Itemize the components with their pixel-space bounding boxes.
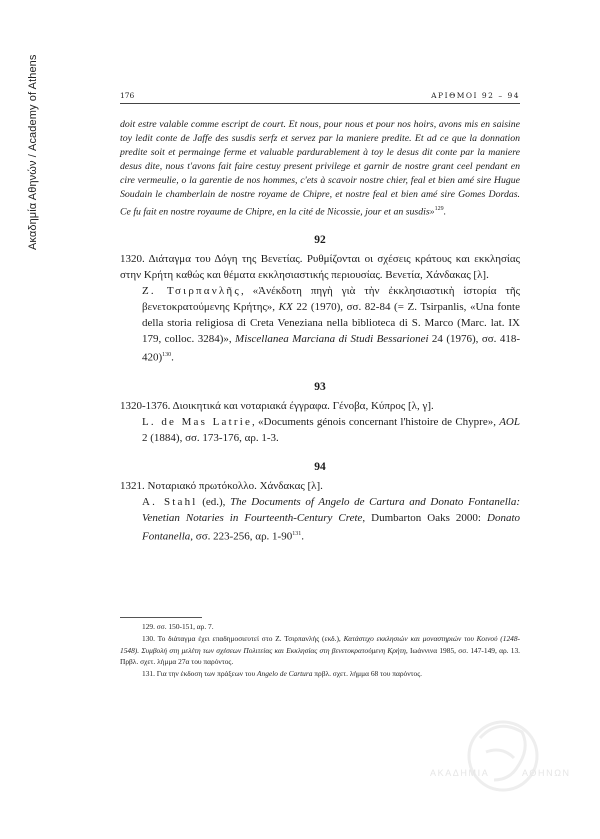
page-number: 176 [120,91,135,100]
footnote-ref: 129 [434,206,444,212]
reference-end: . [171,351,174,364]
reference-journal: AOL [499,415,520,428]
reference-title: , «Ἀνέκδοτη πηγὴ γιὰ τὴν ἐκκλησιαστικὴ ἱστορία τῆς βενετοκρατούμενης Κρήτης», [142,285,520,314]
quoted-document [120,118,520,219]
entry-reference [142,414,520,446]
footnote-text: , Ιωάννινα 1985, σσ. 147-149, αρ. 13. Πρβλ. σχετ. λήμμα 27α του παρόντος. [120,645,520,667]
entry-heading: 1320. Διάταγμα του Δόγη της Βενετίας. Ρυθμίζονται οι σχέσεις κράτους και εκκλησίας στην Κρήτη καθώς και θέματα εκκλησιαστικής περιουσίας. Βενετία, Χάνδακας [λ]. [120,253,520,282]
reference-author: Ζ. Τσιρπανλῆς [142,285,241,298]
reference-series: Donato Fontanella [142,511,520,543]
reference-pages: 24 (1976), σσ. 418-420) [142,333,521,364]
reference-title: , «Documents génois concernant l'histoire de Chypre», [252,415,500,428]
entry-heading: 1320-1376. Διοικητικά και νοταριακά έγγραφα. Γένοβα, Κύπρος [λ, γ]. [120,399,434,412]
reference-title: (ed.), [197,495,231,508]
side-label: Ακαδημία Αθηνών / Academy of Athens [27,54,39,250]
footnotes [120,621,520,680]
reference-end: . [301,530,304,543]
entry-heading: 1321. Νοταριακό πρωτόκολλο. Χάνδακας [λ]. [120,479,323,492]
entry-number: 93 [314,380,326,393]
athena-head-icon [418,708,588,808]
reference-details: 22 (1970), σσ. 82-84 (= Z. Tsirpanlis, «Una fonte della storia religiosa di Creta Veneziana nella biblioteca di S. Marco (Marc. lat. IX 179, colloc. 3284)», [142,301,520,346]
footnote: 129. σσ. 150-151, αρ. 7. [142,622,214,631]
reference-pages: , σσ. 223-256, αρ. 1-90 [190,530,293,543]
quote-text: doit estre valable comme escript de court. Et nous, pour nous et pour nos hoirs, avons mis en saisine toy ledit conte de Jaffe des susdis serfz et servez par la maniere predite. Et ad ce que la donnation predite soit et permainge ferme et valuable pardurablement à toy le desus dit conte par la maniere desus dite, nous t'avons fait faire cestuy present privilege et garnir de nostre grant ceel pendant en cire vermeulie, o la garentie de nos hommes, c'ets à scavoir nostre chier, feal et bien amé sire Hugue Soudain le chamberlain de nostre royame de Chipre, et nostre feal et bien amé sire Gomes Dordas. Ce fu fait en nostre royaume de Chipre, en la cité de Nicossie, jour et an susdis» [120,119,520,218]
footnote-text: πρβλ. σχετ. λήμμα 68 του παρόντος. [312,669,422,679]
reference-author: A. Stahl [142,495,198,508]
page-body [120,118,520,545]
entry-number: 94 [314,460,326,473]
footnote-title: Κατάστιχο εκκλησιών και μοναστηριών του Κοινού (1248-1548). Συμβολή στη μελέτη των σχέσεων Πολιτείας και Εκκλησίας στη βενετοκρατούμενη Κρήτη [120,633,520,655]
footnote-ref: 131 [292,530,302,537]
footnote-title: Angelo de Cartura [257,669,313,679]
footnote-rule [120,617,202,618]
entry-reference [142,283,520,366]
footnote [120,668,520,680]
watermark-text-left: ΑΚΑΔΗΜΙΑ [430,768,490,778]
watermark-text-right: ΑΘΗΝΩΝ [522,768,571,778]
reference-journal: The Documents of Angelo de Cartura and Donato Fontanella: Venetian Notaries in Fourteenth-Century Crete [142,495,520,524]
reference-details: , Dumbarton Oaks 2000: [362,511,487,524]
footnote-text: 131. Για την έκδοση των πράξεων του [142,669,258,679]
academy-watermark [418,708,588,808]
footnote [120,633,520,668]
reference-details: 2 (1884), σσ. 173-176, αρ. 1-3. [142,431,279,444]
reference-series: Miscellanea Marciana di Studi Bessarionei [235,333,429,346]
running-title: ΑΡΙΘΜΟΙ 92 – 94 [431,91,520,100]
reference-author: L. de Mas Latrie [142,415,253,428]
entry-number: 92 [314,234,326,247]
reference-journal: ΚΧ [278,301,293,314]
quote-end: . [443,206,447,218]
header-rule [120,103,520,104]
footnote-text: 130. Το διάταγμα έχει επαδημοσιευτεί στο Ζ. Τσιρπανλής (εκδ.), [142,633,344,643]
footnote-ref: 130 [162,352,172,359]
entry-reference [142,494,520,545]
